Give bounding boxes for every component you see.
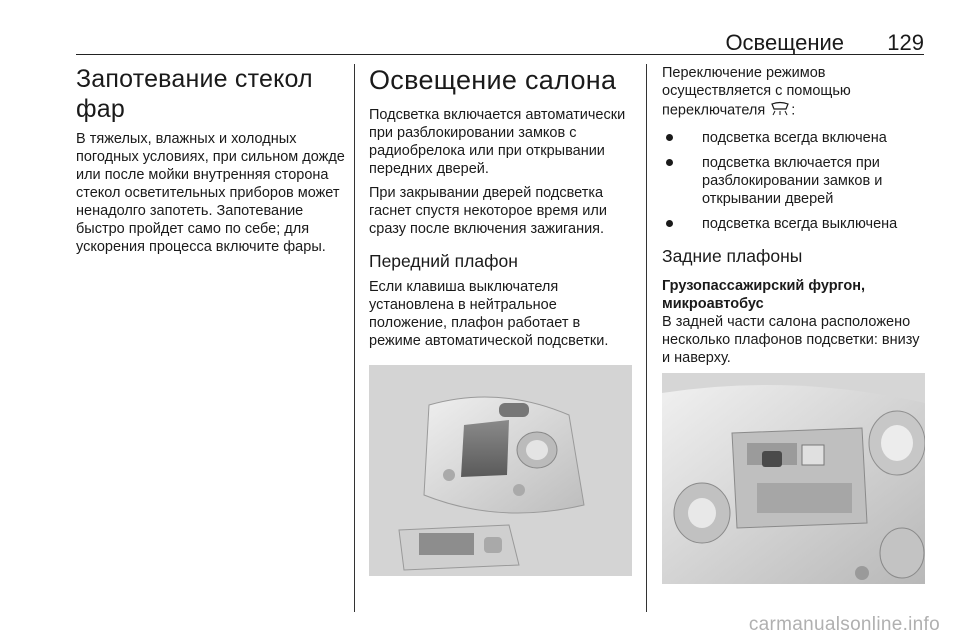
bullet-icon [666,159,673,166]
switch-modes-text: Переключение режимов осуществляется с помощью переключателя [662,65,851,119]
bullet-icon [666,134,673,141]
column-left [76,64,346,262]
page-header [76,24,924,55]
paragraph-auto-off: При закрывании дверей подсветка гаснет спустя некоторое время или сразу после включения зажигания. [369,185,607,237]
list-item [662,215,927,233]
paragraph-front-lamp: Если клавиша выключателя установлена в нейтральное положение, плафон работает в режиме автоматической подсветки. [369,279,609,349]
bullet-icon [666,220,673,227]
paragraph-headlight-fogging: В тяжелых, влажных и холодных погодных условиях, при сильном дожде или после мойки внутренняя сторона стекол осветительных приборов может ненадолго запотеть. Запотевание быстро пройдет само по себе; для ускорения процесса включите фары. [76,131,345,255]
subheading-van-minibus: Грузопассажирский фургон, микроавтобус [662,278,866,312]
rear-lamps-photo [662,373,925,584]
page-number: 129 [887,30,924,55]
column-divider-1 [354,64,355,612]
column-right [662,64,927,373]
subheading-rear-lamps: Задние плафоны [662,246,803,266]
watermark-text: carmanualsonline.info [748,614,940,635]
paragraph-switch-modes [662,64,927,121]
interior-lamp-icon [769,100,791,121]
mode-always-on: подсветка всегда включена [702,130,887,146]
paragraph-rear-lamps: В задней части салона расположено несколько плафонов подсветки: внизу и наверху. [662,314,920,366]
heading-interior-lighting: Освещение салона [369,65,617,95]
mode-door-activated: подсветка включается при разблокировании замков и открывании дверей [702,155,883,207]
list-item [662,129,927,147]
subheading-front-lamp: Передний плафон [369,251,518,271]
chapter-title: Освещение [725,30,844,55]
heading-headlight-fogging: Запотевание стекол фар [76,65,313,123]
front-ceiling-lamp-photo [369,365,632,576]
switch-modes-colon: : [791,102,796,119]
column-middle [369,64,633,356]
list-item [662,154,927,208]
column-divider-2 [646,64,647,612]
mode-list [662,129,927,233]
paragraph-auto-on: Подсветка включается автоматически при разблокировании замков с радиобрелока или при открывании передних дверей. [369,107,626,177]
mode-always-off: подсветка всегда выключена [702,216,898,232]
